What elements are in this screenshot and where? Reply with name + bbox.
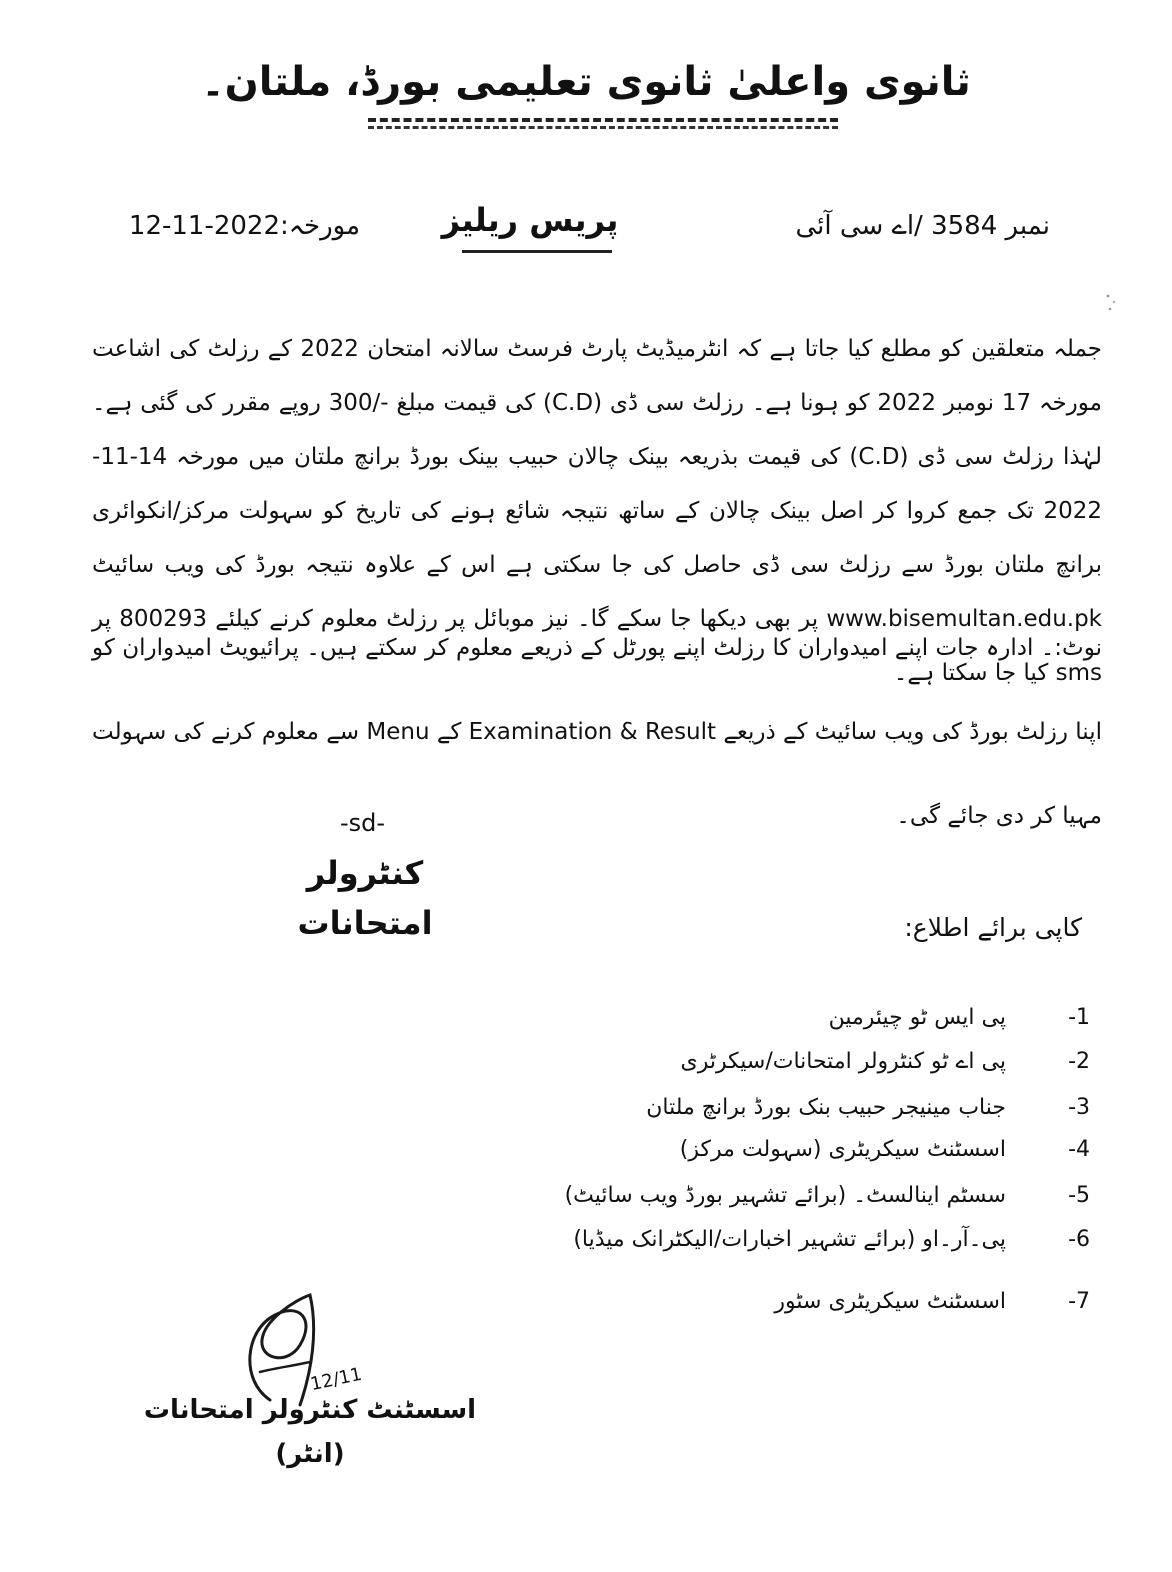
copy-item-text: جناب مینیجر حبیب بنک بورڈ برانچ ملتان [646,1095,1006,1120]
copy-item-number: -4 [1068,1137,1090,1162]
note-paragraph: نوٹ:۔ ادارہ جات اپنے امیدواران کا رزلٹ اپنے پورٹل کے ذریعے معلوم کر سکتے ہیں۔ پرائیویٹ امیدواران کو اپنا رزلٹ بورڈ کی ویب سائیٹ کے ذریعے Examination & Result کے Menu سے معلوم کرنے کی سہولت مہیا کر دی جائے گی۔ [92,635,1102,829]
sd-mark: -sd- [340,809,386,837]
signature-date: 12/11 [308,1363,364,1396]
heading-underline [368,118,838,122]
copy-list-item [560,1174,1090,1218]
scan-speck-mark [1104,290,1120,316]
board-name-heading: ثانوی واعلیٰ ثانوی تعلیمی بورڈ، ملتان۔ [201,59,971,105]
copy-item-number: -6 [1068,1227,1090,1252]
copy-list-item [560,1040,1090,1084]
copy-item-number: -7 [1068,1289,1090,1314]
copy-item-number: -2 [1068,1049,1090,1074]
date-value: 12-11-2022 [128,211,281,241]
date-line [110,206,360,246]
copy-list-item [560,1280,1090,1324]
copy-item-text: پی اے ٹو کنٹرولر امتحانات/سیکرٹری [680,1049,1006,1074]
assistant-controller-title: اسسٹنٹ کنٹرولر امتحانات (انٹر) [143,1395,477,1469]
copy-heading: کاپی برائے اطلاع: [904,913,1082,942]
heading-underline-secondary [368,126,838,129]
copy-list-item [560,1086,1090,1130]
controller-title: کنٹرولر امتحانات [297,854,433,942]
number-suffix: /اے سی آئی [795,211,923,241]
copy-item-text: پی۔آر۔او (برائے تشہیر اخبارات/الیکٹرانک میڈیا) [573,1227,1006,1252]
copy-list-item [560,1128,1090,1172]
copy-item-number: -1 [1068,1005,1090,1030]
date-label: مورخہ: [280,211,360,241]
copy-item-text: اسسٹنٹ سیکریٹری (سہولت مرکز) [679,1137,1006,1162]
copy-item-number: -5 [1068,1183,1090,1208]
copy-list-item [560,996,1090,1040]
copy-list-item [560,1218,1090,1262]
title-underline [462,250,612,253]
number-label: نمبر [1005,211,1050,241]
press-release-title: پریس ریلیز [441,201,619,239]
copy-item-text: پی ایس ٹو چیئرمین [828,1005,1006,1030]
copy-item-text: سسٹم اینالسٹ۔ (برائے تشہیر بورڈ ویب سائیٹ) [564,1183,1006,1208]
main-paragraph: جملہ متعلقین کو مطلع کیا جاتا ہے کہ انٹرمیڈیٹ پارٹ فرسٹ سالانہ امتحان 2022 کے رزلٹ کی اشاعت مورخہ 17 نومبر 2022 کو ہونا ہے۔ رزلٹ سی ڈی (C.D) کی قیمت مبلغ -/300 روپے مقرر کی گئی ہے۔ لہٰذا رزلٹ سی ڈی (C.D) کی قیمت بذریعہ بینک چالان حبیب بینک بورڈ برانچ ملتان میں مورخہ 14-11-2022 تک جمع کروا کر اصل بینک چالان کے ساتھ نتیجہ شائع ہونے کی تاریخ کو سہولت مرکز/انکوائری برانچ ملتان بورڈ سے رزلٹ سی ڈی حاصل کی جا سکتی ہے اس کے علاوہ نتیجہ بورڈ کی ویب سائیٹ www.bisemultan.edu.pk پر بھی دیکھا جا سکے گا۔ نیز موبائل پر رزلٹ معلوم کرنے کیلئے 800293 پر sms کیا جا سکتا ہے۔ [92,336,1103,686]
number-value: 3584 [931,211,998,241]
copy-item-text: اسسٹنٹ سیکریٹری سٹور [774,1289,1006,1314]
copy-item-number: -3 [1068,1095,1090,1120]
reference-number-line [790,206,1050,246]
